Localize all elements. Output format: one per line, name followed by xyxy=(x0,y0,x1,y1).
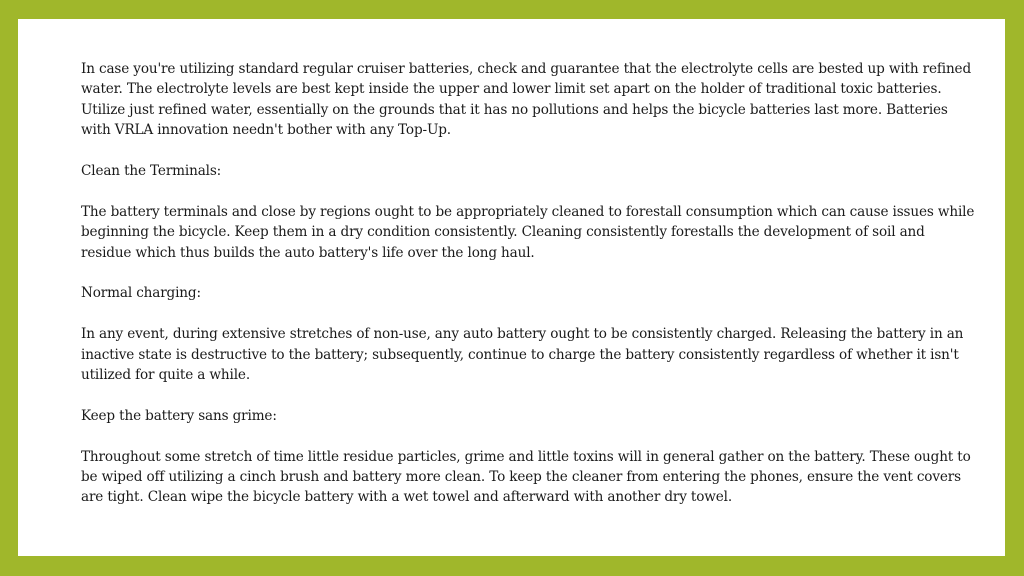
heading-keep-grime-free: Keep the battery sans grime: xyxy=(81,407,277,424)
heading-clean-terminals: Clean the Terminals: xyxy=(81,163,222,180)
spacer xyxy=(81,263,975,283)
paragraph-electrolyte: In case you're utilizing standard regular cruiser batteries, check and guarantee that the electrolyte cells are bested up with refined water. The electrolyte levels are best kept inside the upper and lower limit set apart on the holder of traditional toxic batteries. Utilize just refined water, essentially on the grounds that it has no pollutions and helps the bicycle batteries last more. Batteries with VRLA innovation needn't bother with any Top-Up. xyxy=(81,61,972,139)
paragraph-terminals: The battery terminals and close by regions ought to be appropriately cleaned to forestall consumption which can cause issues while beginning the bicycle. Keep them in a dry condition consistently. Cleaning consistently forestalls the development of soil and residue which thus builds the auto battery's life over the long haul. xyxy=(81,203,975,261)
spacer xyxy=(81,426,975,446)
spacer xyxy=(81,304,975,324)
content-panel xyxy=(18,19,1005,556)
heading-normal-charging: Normal charging: xyxy=(81,285,201,302)
paragraph-grime: Throughout some stretch of time little residue particles, grime and little toxins will in general gather on the battery. These ought to be wiped off utilizing a cinch brush and battery more clean. To keep the cleaner from entering the phones, ensure the vent covers are tight. Clean wipe the bicycle battery with a wet towel and afterward with another dry towel. xyxy=(81,448,971,506)
spacer xyxy=(81,141,975,161)
paragraph-charging: In any event, during extensive stretches of non-use, any auto battery ought to be consistently charged. Releasing the battery in an inactive state is destructive to the battery; subsequently, continue to charge the battery consistently regardless of whether it isn't utilized for quite a while. xyxy=(81,326,964,384)
spacer xyxy=(81,385,975,405)
spacer xyxy=(81,181,975,201)
